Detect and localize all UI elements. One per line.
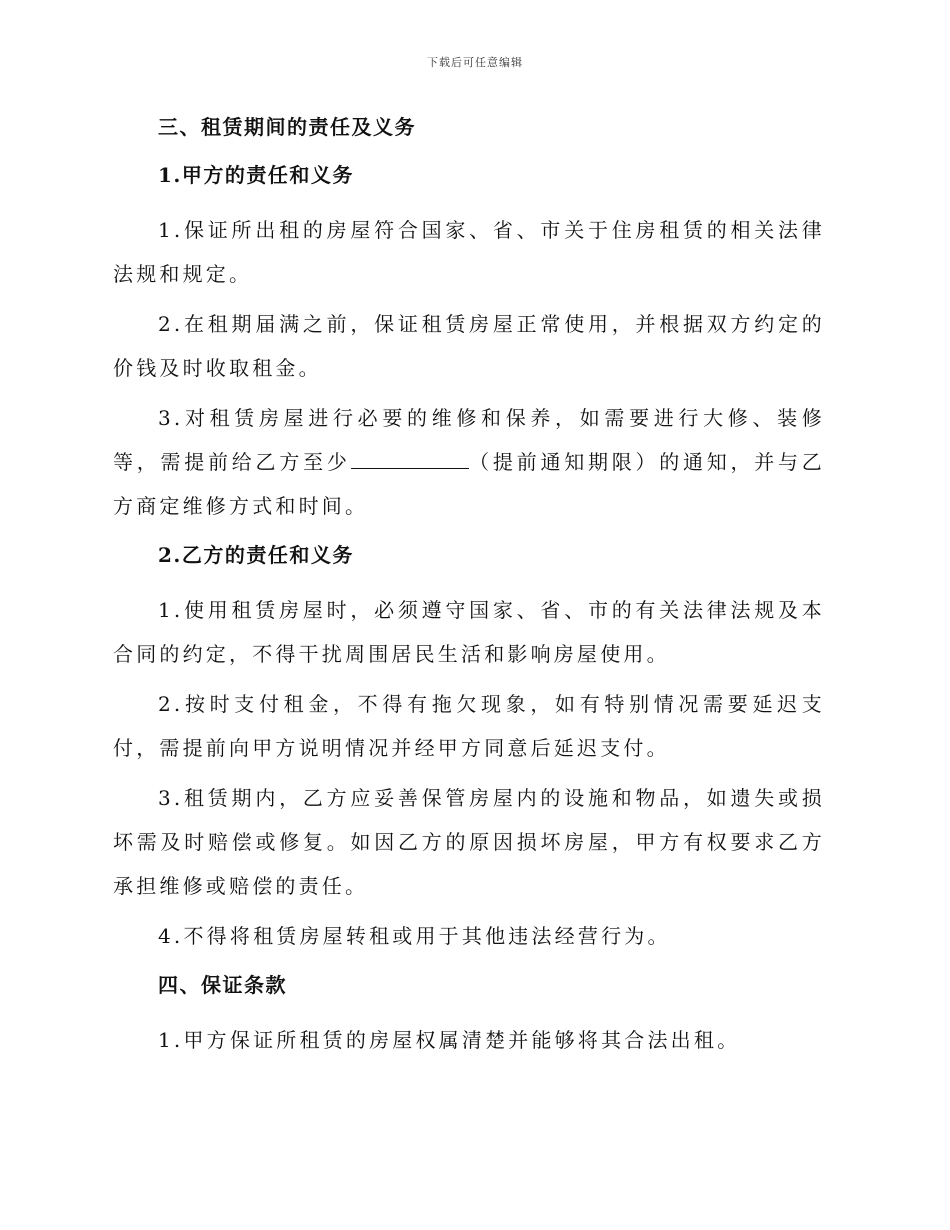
party-b-item-1: 1.使用租赁房屋时，必须遵守国家、省、市的有关法律法规及本合同的约定，不得干扰周围居民生活和影响房屋使用。	[113, 598, 825, 666]
party-b-title: 2.乙方的责任和义务	[158, 543, 354, 567]
section-4-title: 四、保证条款	[158, 973, 287, 997]
party-a-item-3-text-a: 3.对租赁房屋进行必要的维修和保养，如需要进行大修、装修等，需提前给乙方至少	[113, 406, 825, 474]
party-a-item-1: 1.保证所出租的房屋符合国家、省、市关于住房租赁的相关法律法规和规定。	[113, 218, 825, 286]
party-a-title: 1.甲方的责任和义务	[158, 163, 354, 187]
party-b-item-4: 4.不得将租赁房屋转租或用于其他违法经营行为。	[158, 924, 671, 948]
party-a-item-2: 2.在租期届满之前，保证租赁房屋正常使用，并根据双方约定的价钱及时收取租金。	[113, 312, 825, 380]
party-b-item-3: 3.租赁期内，乙方应妥善保管房屋内的设施和物品，如遗失或损坏需及时赔偿或修复。如因乙方的原因损坏房屋，甲方有权要求乙方承担维修或赔偿的责任。	[113, 786, 825, 898]
notice-period-blank	[351, 450, 469, 469]
party-a-item-3-text-b: （提前通知期限）的通知，并与乙方商定维修方式和时间。	[113, 450, 826, 518]
party-b-item-2: 2.按时支付租金，不得有拖欠现象，如有特别情况需要延迟支付，需提前向甲方说明情况并经甲方同意后延迟支付。	[113, 692, 825, 760]
header-note: 下载后可任意编辑	[427, 56, 523, 69]
party-a-item-3	[113, 396, 825, 528]
section-3-title: 三、租赁期间的责任及义务	[158, 115, 416, 139]
document-body	[113, 112, 825, 1068]
section-4-item-1: 1.甲方保证所租赁的房屋权属清楚并能够将其合法出租。	[158, 1028, 741, 1052]
